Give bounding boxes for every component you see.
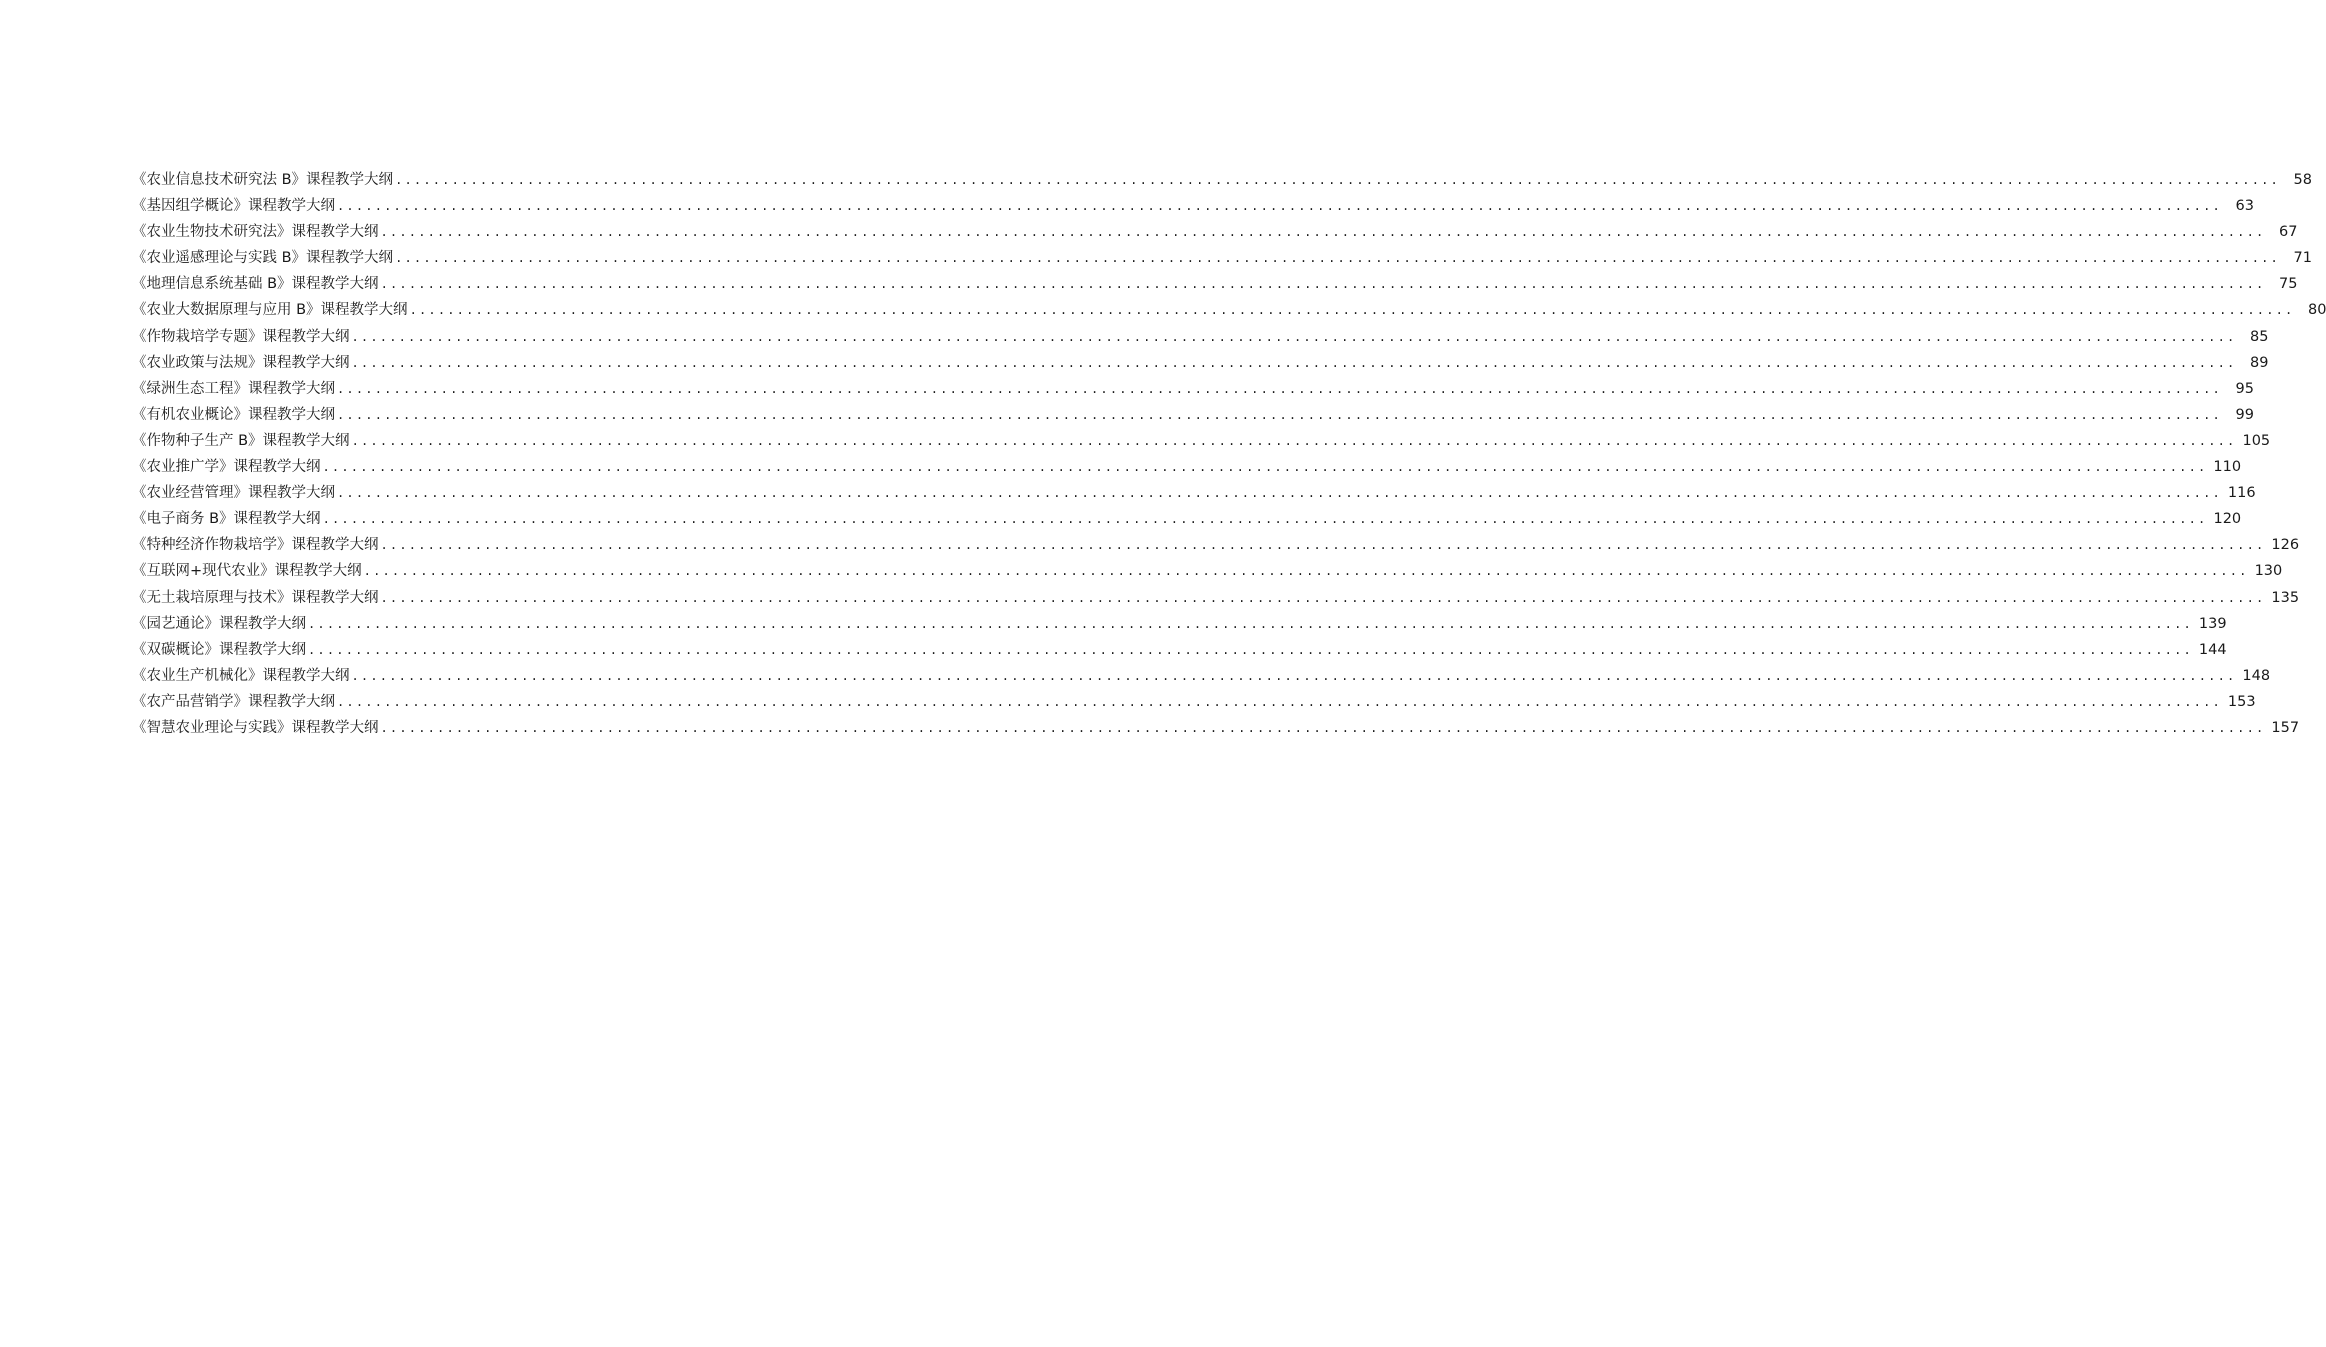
toc-entry-page-number: 144 [2198, 641, 2227, 658]
toc-dot-leader: ........................................................................................................................................................................................................ [308, 616, 2193, 631]
toc-entry-title: 《双碳概论》课程教学大纲 [132, 641, 306, 658]
toc-entry-page-number: 130 [2254, 563, 2283, 580]
toc-entry-page-number: 110 [2213, 459, 2242, 476]
toc-dot-leader: ........................................................................................................................................................................................................ [380, 225, 2266, 240]
toc-entry-title: 《绿洲生态工程》课程教学大纲 [132, 380, 335, 397]
toc-entry-title: 《农业政策与法规》课程教学大纲 [132, 354, 350, 371]
toc-entry-title: 《互联网+现代农业》课程教学大纲 [132, 563, 362, 580]
toc-entry-title: 《无土栽培原理与技术》课程教学大纲 [132, 589, 379, 606]
toc-entry-page-number: 85 [2249, 328, 2269, 345]
toc-entry-title: 《园艺通论》课程教学大纲 [132, 615, 306, 632]
toc-dot-leader: ........................................................................................................................................................................................................ [351, 355, 2237, 370]
toc-entry-title: 《电子商务 B》课程教学大纲 [132, 511, 321, 528]
toc-entry-page-number: 157 [2271, 719, 2300, 736]
toc-entry-page-number: 75 [2279, 276, 2298, 293]
toc-dot-leader: ........................................................................................................................................................................................................ [322, 512, 2208, 527]
toc-entry-page-number: 89 [2249, 354, 2269, 371]
toc-entry[interactable] [132, 715, 2300, 741]
toc-entry-title: 《作物栽培学专题》课程教学大纲 [132, 328, 350, 345]
toc-entry-page-number: 153 [2227, 693, 2256, 710]
toc-dot-leader: ........................................................................................................................................................................................................ [337, 694, 2222, 709]
toc-entry-title: 《智慧农业理论与实践》课程教学大纲 [132, 719, 379, 736]
toc-entry-title: 《农业生物技术研究法》课程教学大纲 [132, 224, 379, 241]
toc-entry-page-number: 126 [2271, 537, 2300, 554]
toc-dot-leader: ........................................................................................................................................................................................................ [337, 381, 2222, 396]
toc-dot-leader: ........................................................................................................................................................................................................ [363, 564, 2249, 579]
toc-entry-page-number: 67 [2278, 224, 2298, 241]
toc-entry[interactable] [132, 480, 2256, 506]
toc-entry[interactable] [132, 637, 2227, 663]
toc-entry[interactable] [132, 297, 2326, 323]
toc-dot-leader: ........................................................................................................................................................................................................ [351, 668, 2237, 683]
toc-dot-leader: ........................................................................................................................................................................................................ [322, 460, 2208, 475]
toc-entry-page-number: 116 [2227, 485, 2256, 502]
toc-entry-title: 《特种经济作物栽培学》课程教学大纲 [132, 537, 379, 554]
toc-entry-page-number: 139 [2198, 615, 2227, 632]
toc-dot-leader: ........................................................................................................................................................................................................ [380, 538, 2266, 553]
toc-dot-leader: ........................................................................................................................................................................................................ [337, 486, 2222, 501]
toc-dot-leader: ........................................................................................................................................................................................................ [395, 251, 2280, 266]
toc-entry-title: 《作物种子生产 B》课程教学大纲 [132, 432, 350, 449]
toc-entry[interactable] [132, 193, 2254, 219]
toc-entry-title: 《农业生产机械化》课程教学大纲 [132, 667, 350, 684]
toc-entry-page-number: 135 [2271, 589, 2300, 606]
toc-entry[interactable] [132, 532, 2300, 558]
toc-entry-page-number: 58 [2293, 172, 2312, 188]
toc-dot-leader: ........................................................................................................................................................................................................ [380, 590, 2266, 605]
toc-dot-leader: ........................................................................................................................................................................................................ [308, 642, 2193, 657]
toc-entry[interactable] [132, 376, 2254, 402]
toc-entry-page-number: 148 [2242, 667, 2271, 684]
toc-entry-title: 《农业大数据原理与应用 B》课程教学大纲 [132, 302, 408, 319]
toc-entry-page-number: 120 [2213, 511, 2242, 528]
toc-dot-leader: ........................................................................................................................................................................................................ [380, 720, 2266, 735]
toc-entry-title: 《农产品营销学》课程教学大纲 [132, 693, 335, 710]
toc-entry[interactable] [132, 245, 2312, 271]
toc-entry-page-number: 71 [2293, 250, 2312, 267]
toc-entry[interactable] [132, 324, 2269, 350]
toc-entry-page-number: 63 [2235, 198, 2254, 215]
toc-entry[interactable] [132, 167, 2312, 193]
toc-entry[interactable] [132, 350, 2269, 376]
toc-entry-page-number: 95 [2235, 380, 2254, 397]
toc-entry-title: 《农业经营管理》课程教学大纲 [132, 485, 335, 502]
toc-dot-leader: ........................................................................................................................................................................................................ [409, 303, 2295, 318]
toc-entry[interactable] [132, 506, 2242, 532]
toc-entry[interactable] [132, 402, 2254, 428]
toc-dot-leader: ........................................................................................................................................................................................................ [337, 199, 2222, 214]
toc-dot-leader: ........................................................................................................................................................................................................ [380, 277, 2266, 292]
toc-entry[interactable] [132, 428, 2271, 454]
toc-entry[interactable] [132, 219, 2298, 245]
toc-dot-leader: ........................................................................................................................................................................................................ [395, 173, 2280, 187]
toc-entry[interactable] [132, 454, 2242, 480]
toc-entry[interactable] [132, 663, 2271, 689]
toc-entry[interactable] [132, 611, 2227, 637]
toc-dot-leader: ........................................................................................................................................................................................................ [337, 407, 2222, 422]
toc-entry[interactable] [132, 585, 2300, 611]
toc-entry-page-number: 99 [2235, 406, 2254, 423]
toc-entry-title: 《农业推广学》课程教学大纲 [132, 459, 321, 476]
table-of-contents [132, 167, 2326, 741]
toc-entry-title: 《地理信息系统基础 B》课程教学大纲 [132, 276, 379, 293]
toc-entry-page-number: 80 [2308, 302, 2326, 319]
toc-entry-title: 《农业遥感理论与实践 B》课程教学大纲 [132, 250, 394, 267]
toc-entry[interactable] [132, 558, 2283, 584]
toc-entry[interactable] [132, 689, 2256, 715]
toc-entry-title: 《农业信息技术研究法 B》课程教学大纲 [132, 172, 394, 188]
toc-entry-title: 《基因组学概论》课程教学大纲 [132, 198, 335, 215]
toc-entry-title: 《有机农业概论》课程教学大纲 [132, 406, 335, 423]
toc-dot-leader: ........................................................................................................................................................................................................ [351, 329, 2237, 344]
toc-entry-page-number: 105 [2242, 432, 2271, 449]
toc-entry[interactable] [132, 271, 2298, 297]
toc-dot-leader: ........................................................................................................................................................................................................ [351, 433, 2237, 448]
